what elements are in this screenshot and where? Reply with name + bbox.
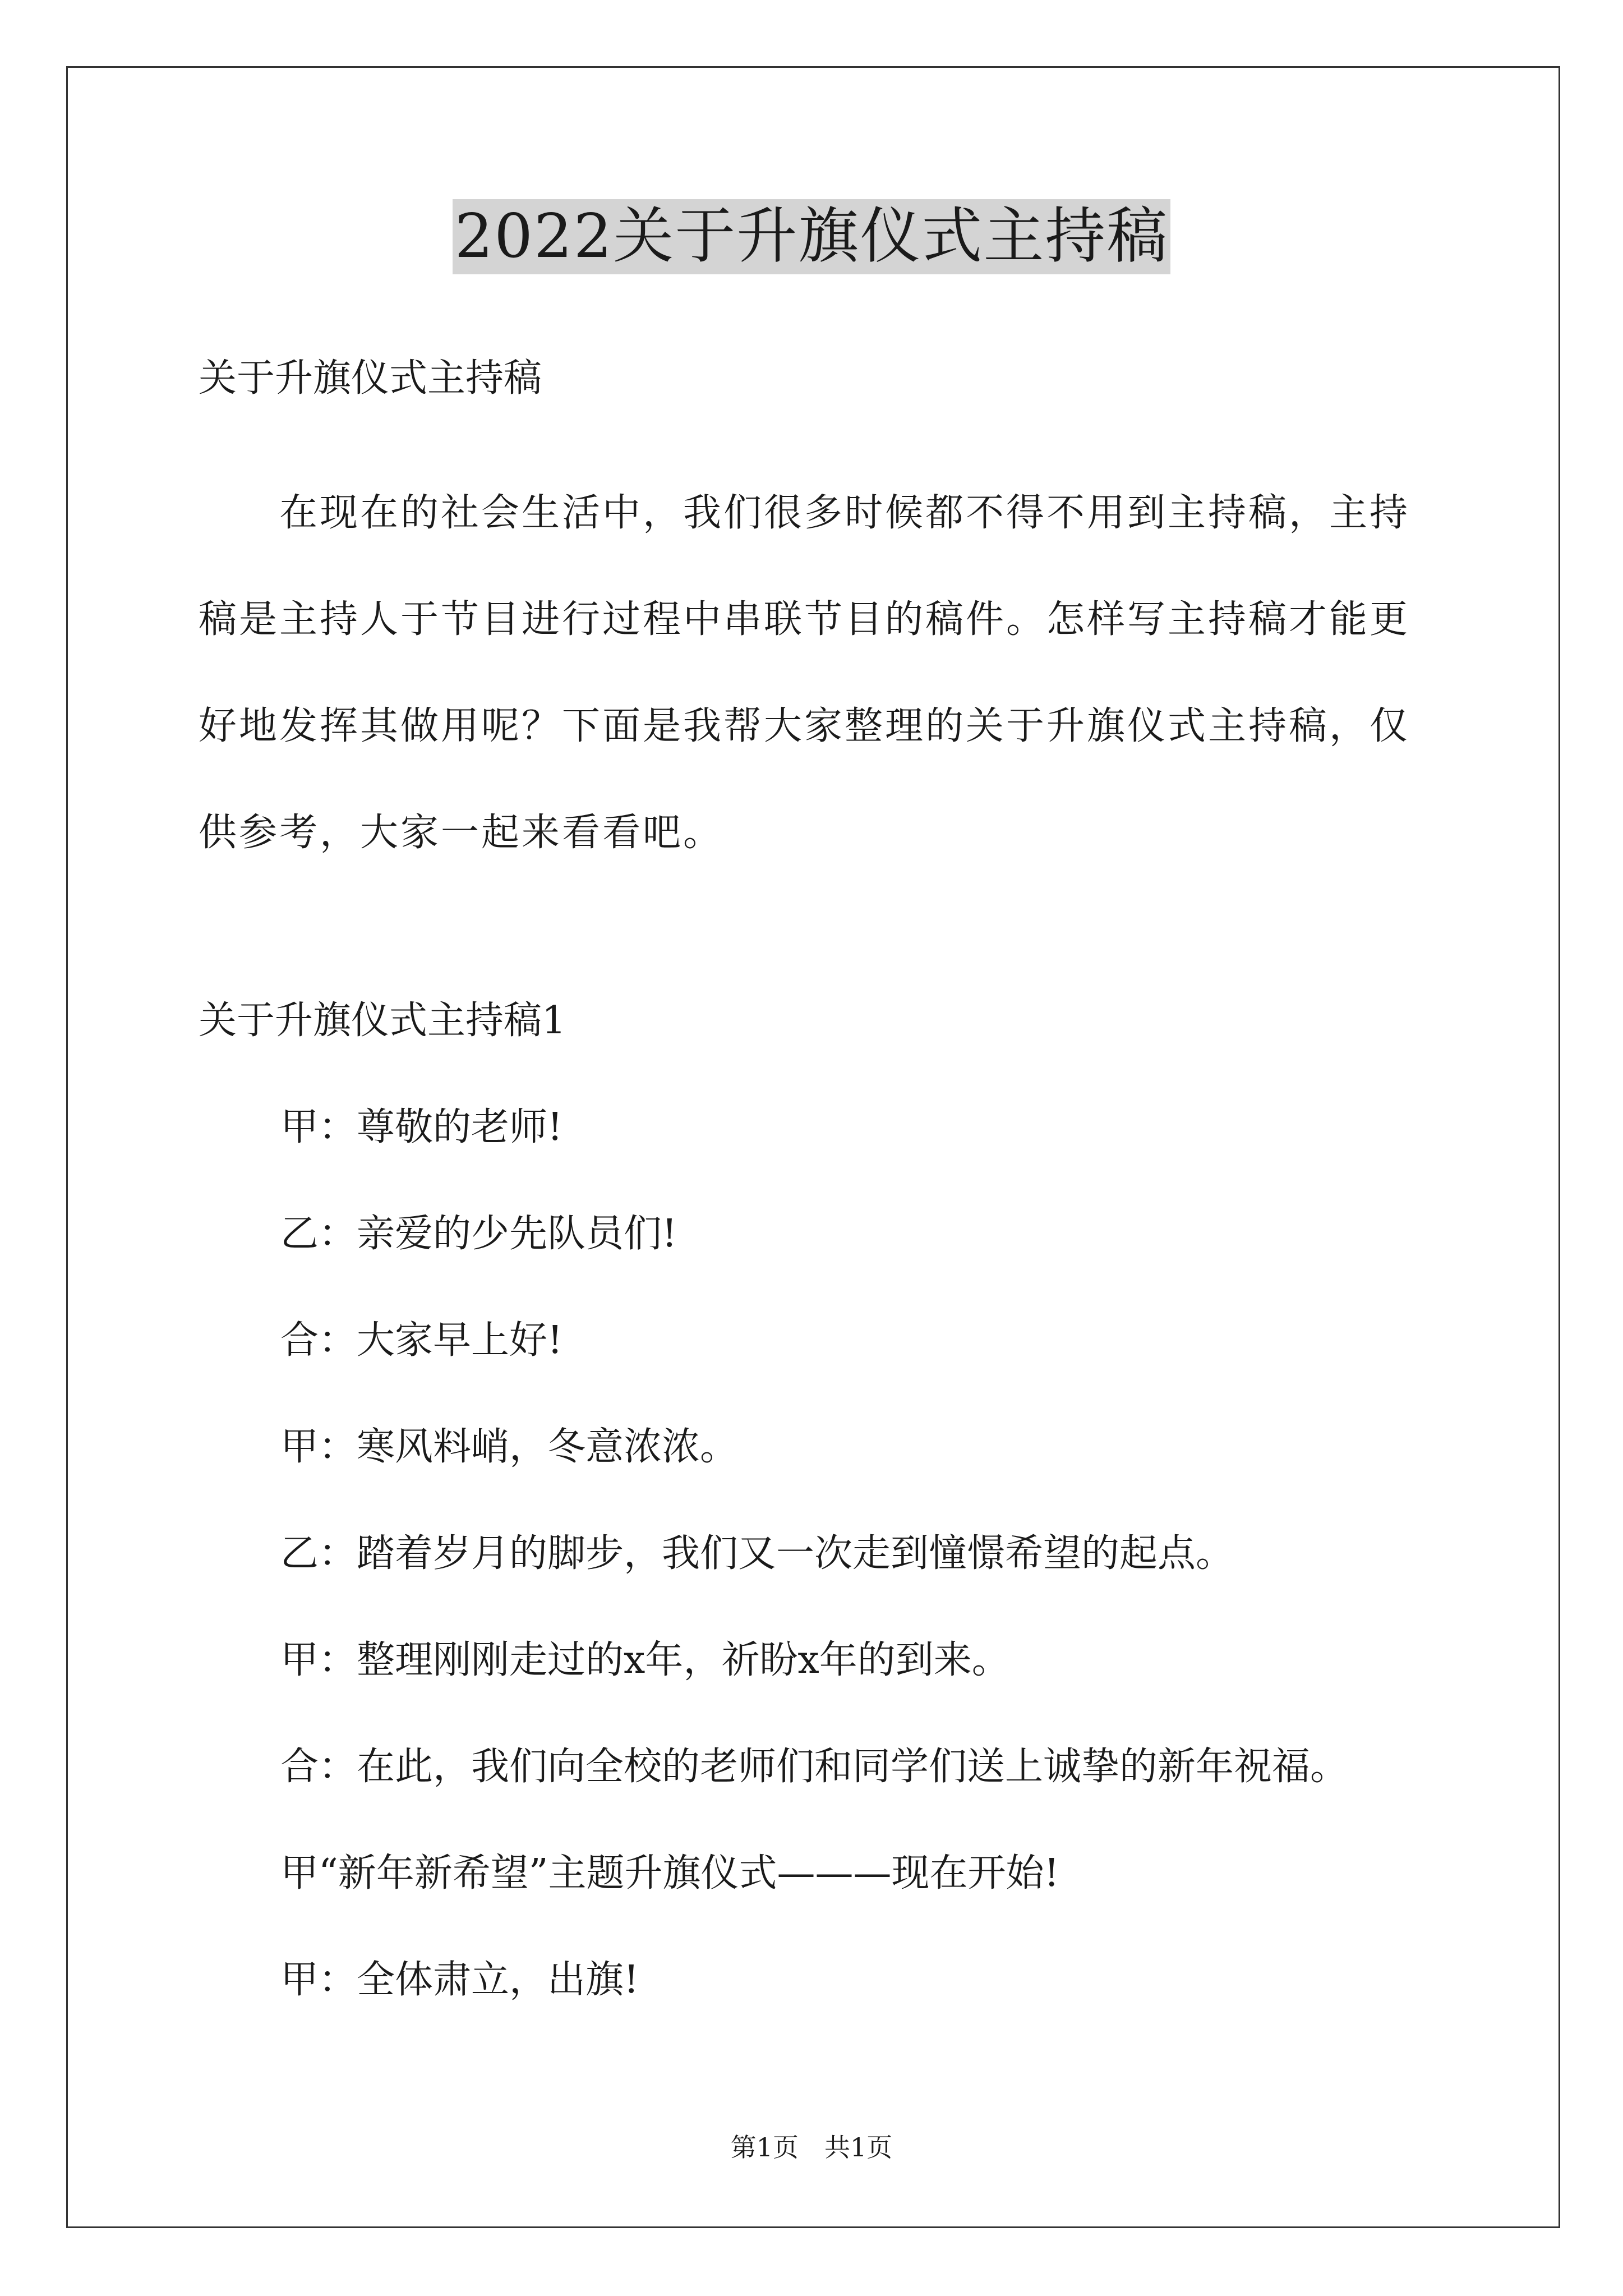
document-subtitle: 关于升旗仪式主持稿 [199, 356, 542, 401]
page-footer: 第1页 共1页 [730, 2132, 893, 2162]
dialogue-line: 合：大家早上好! [280, 1318, 563, 1363]
dialogue-line: 乙：亲爱的少先队员们! [280, 1212, 677, 1256]
intro-line: 好地发挥其做用呢？下面是我帮大家整理的关于升旗仪式主持稿，仅 [199, 704, 1410, 748]
title-container [0, 199, 1623, 274]
dialogue-line: 甲：尊敬的老师! [280, 1105, 563, 1149]
dialogue-line: 合：在此，我们向全校的老师们和同学们送上诚挚的新年祝福。 [280, 1745, 1349, 1789]
dialogue-line: 乙：踏着岁月的脚步，我们又一次走到憧憬希望的起点。 [280, 1531, 1234, 1576]
document-title: 2022关于升旗仪式主持稿 [453, 199, 1171, 274]
dialogue-line: 甲：整理刚刚走过的x年，祈盼x年的到来。 [280, 1638, 1010, 1682]
intro-line: 稿是主持人于节目进行过程中串联节目的稿件。怎样写主持稿才能更 [199, 597, 1410, 642]
dialogue-line: 甲：全体肃立，出旗! [280, 1958, 639, 2002]
section-heading: 关于升旗仪式主持稿1 [199, 999, 566, 1043]
dialogue-line: 甲：寒风料峭，冬意浓浓。 [280, 1425, 739, 1469]
dialogue-line: 甲“新年新希望”主题升旗仪式———现在开始! [280, 1851, 1059, 1895]
intro-line: 供参考，大家一起来看看吧。 [199, 811, 724, 855]
intro-paragraph [199, 460, 1432, 886]
intro-line: 在现在的社会生活中，我们很多时候都不得不用到主持稿，主持 [199, 491, 1410, 535]
